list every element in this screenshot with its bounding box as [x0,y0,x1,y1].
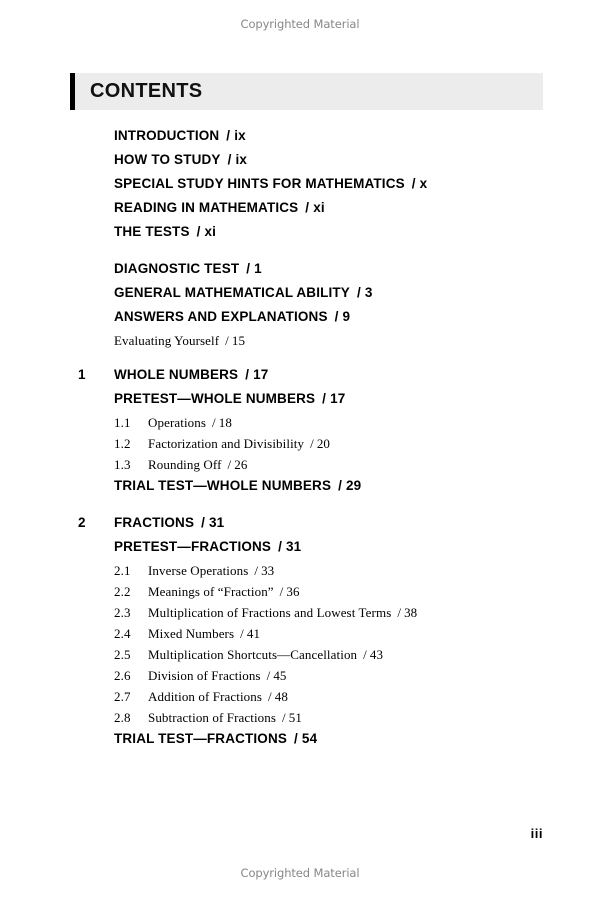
toc-separator: / [266,668,271,683]
toc-entry-label: READING IN MATHEMATICS [114,200,299,215]
section-number: 2.1 [114,563,131,578]
toc-entry-label: TRIAL TEST—FRACTIONS [114,731,287,746]
toc-separator: / [279,584,284,599]
toc-entry-label: Division of Fractions [148,668,261,683]
toc-group-diagnostic [0,261,600,354]
toc-entry-page: 17 [253,367,269,382]
toc-separator: / [338,478,343,493]
toc-entry-page: 38 [404,605,418,620]
toc-entry[interactable] [0,176,600,200]
toc-entry-page: 36 [286,584,300,599]
toc-entry-page: 20 [316,436,331,451]
toc-entry[interactable] [0,710,600,731]
table-of-contents [0,128,600,755]
section-number: 2.6 [114,668,131,683]
toc-separator: / [356,285,361,300]
toc-entry-label: Subtraction of Fractions [148,710,277,725]
toc-entry-label: FRACTIONS [114,515,195,530]
section-number: 1.2 [114,436,131,451]
toc-entry-label: PRETEST—WHOLE NUMBERS [114,391,316,406]
chapter-number: 2 [78,515,86,530]
section-number: 2.8 [114,710,131,725]
toc-entry[interactable] [0,689,600,710]
toc-entry[interactable] [0,436,600,457]
toc-separator: / [226,128,231,143]
toc-entry-page: 43 [369,647,384,662]
toc-entry[interactable] [0,731,600,755]
section-number: 2.3 [114,605,131,620]
toc-entry[interactable] [0,415,600,436]
toc-separator: / [240,626,244,641]
section-number: 1.3 [114,457,131,472]
toc-entry[interactable] [0,515,600,539]
toc-entry-label: Meanings of “Fraction” [148,584,274,599]
toc-entry[interactable] [0,563,600,584]
toc-entry[interactable] [0,457,600,478]
toc-entry-label: Multiplication of Fractions and Lowest Terms [148,605,392,620]
toc-entry-label: WHOLE NUMBERS [114,367,239,382]
toc-separator: / [245,367,250,382]
toc-entry-label: Factorization and Divisibility [148,436,305,451]
toc-separator: / [227,457,232,472]
toc-group-chapter-1 [0,367,600,502]
toc-entry[interactable] [0,309,600,333]
section-number: 2.4 [114,626,131,641]
page-title: CONTENTS [90,80,203,102]
toc-entry-page: ix [234,128,246,143]
section-number: 2.5 [114,647,131,662]
toc-entry[interactable] [0,152,600,176]
chapter-number: 1 [78,367,86,382]
toc-entry[interactable] [0,200,600,224]
toc-entry-page: 17 [330,391,346,406]
toc-entry-page: 9 [342,309,351,324]
copyright-watermark-bottom: Copyrighted Material [240,866,360,880]
toc-entry-label: Multiplication Shortcuts—Cancellation [148,647,358,662]
toc-entry[interactable] [0,668,600,689]
toc-separator: / [294,731,298,746]
toc-separator: / [225,333,229,348]
toc-entry-page: 31 [285,539,302,554]
toc-separator: / [310,436,314,451]
toc-entry[interactable] [0,128,600,152]
toc-entry[interactable] [0,367,600,391]
toc-separator: / [212,415,216,430]
toc-entry-label: HOW TO STUDY [114,152,221,167]
toc-separator: / [254,563,259,578]
toc-entry[interactable] [0,261,600,285]
toc-entry-label: INTRODUCTION [114,128,220,143]
toc-entry-page: 48 [274,689,288,704]
toc-entry-page: 26 [234,457,248,472]
toc-separator: / [334,309,339,324]
toc-entry-page: 1 [254,261,262,276]
toc-entry-page: x [419,176,428,191]
toc-separator: / [196,224,201,239]
toc-entry-label: Mixed Numbers [148,626,235,641]
toc-separator: / [246,261,251,276]
toc-entry-page: 41 [246,626,261,641]
toc-entry[interactable] [0,647,600,668]
toc-entry-label: THE TESTS [114,224,190,239]
toc-entry-page: 51 [288,710,302,725]
toc-separator: / [201,515,206,530]
toc-entry[interactable] [0,539,600,563]
toc-entry-label: ANSWERS AND EXPLANATIONS [114,309,328,324]
toc-separator: / [397,605,402,620]
toc-entry[interactable] [0,478,600,502]
toc-entry-label: Operations [148,415,207,430]
toc-entry-page: xi [204,224,217,239]
toc-entry-page: 31 [209,515,225,530]
copyright-watermark-top: Copyrighted Material [240,17,360,31]
toc-entry-page: 33 [261,563,275,578]
toc-entry-page: 29 [346,478,362,493]
toc-entry[interactable] [0,391,600,415]
section-number: 2.2 [114,584,131,599]
toc-entry-label: SPECIAL STUDY HINTS FOR MATHEMATICS [114,176,405,191]
toc-entry[interactable] [0,626,600,647]
toc-entry-page: 45 [273,668,287,683]
toc-entry-label: DIAGNOSTIC TEST [114,261,240,276]
toc-entry-label: Rounding Off [148,457,222,472]
toc-separator: / [282,710,286,725]
toc-entry[interactable] [0,605,600,626]
toc-entry-page: 3 [364,285,373,300]
section-number: 2.7 [114,689,131,704]
folio-page-number: iii [530,826,543,841]
toc-entry[interactable] [0,333,600,354]
toc-entry-label: Evaluating Yourself [114,333,220,348]
toc-entry-page: 54 [301,731,318,746]
toc-entry[interactable] [0,285,600,309]
toc-group-chapter-2 [0,515,600,755]
toc-group-front-matter [0,128,600,248]
toc-entry-label: Inverse Operations [148,563,249,578]
toc-separator: / [227,152,232,167]
toc-separator: / [411,176,416,191]
toc-separator: / [278,539,282,554]
toc-entry-page: 18 [218,415,232,430]
toc-entry-label: TRIAL TEST—WHOLE NUMBERS [114,478,332,493]
toc-separator: / [322,391,327,406]
toc-entry[interactable] [0,584,600,605]
toc-separator: / [268,689,272,704]
toc-entry[interactable] [0,224,600,248]
toc-entry-page: ix [235,152,248,167]
toc-entry-page: xi [313,200,325,215]
toc-separator: / [363,647,367,662]
toc-entry-page: 15 [231,333,246,348]
toc-entry-label: GENERAL MATHEMATICAL ABILITY [114,285,350,300]
section-number: 1.1 [114,415,131,430]
contents-header [70,73,543,110]
toc-entry-label: PRETEST—FRACTIONS [114,539,272,554]
toc-separator: / [305,200,310,215]
toc-entry-label: Addition of Fractions [148,689,263,704]
